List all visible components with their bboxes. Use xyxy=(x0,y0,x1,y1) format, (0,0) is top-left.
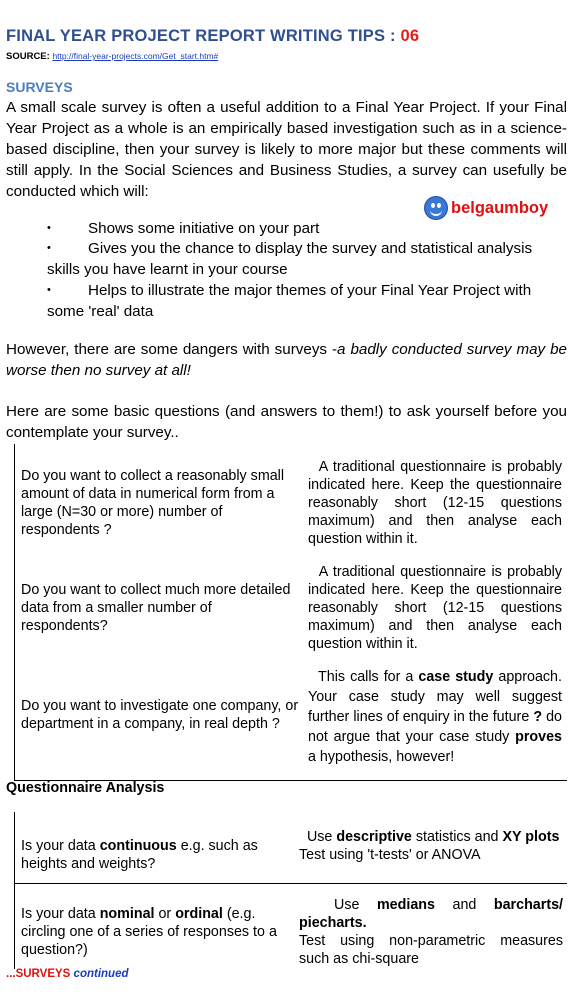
bullet-item: • Helps to illustrate the major themes of your Final Year Project with some 'real' data xyxy=(47,282,532,320)
bullet-item: • Shows some initiative on your part xyxy=(47,220,320,237)
table-answer: A traditional questionnaire is probably indicated here. Keep the questionnaire reasonably short (12-15 questions maximum) and then analyse each question within it. xyxy=(308,564,562,652)
continued-note: ...SURVEYS continued xyxy=(6,968,129,980)
table-question: Do you want to collect a reasonably small amount of data in numerical form from a large (N=30 or more) number of respondents ? xyxy=(21,468,285,538)
page-title: FINAL YEAR PROJECT REPORT WRITING TIPS : 06 xyxy=(6,27,420,45)
table-answer: A traditional questionnaire is probably indicated here. Keep the questionnaire reasonably short (12-15 questions maximum) and then analyse each question within it. xyxy=(308,459,562,547)
table-question: Do you want to collect much more detailed data from a smaller number of respondents? xyxy=(21,582,291,634)
bullet-item: • Gives you the chance to display the survey and statistical analysis skills you have learnt in your course xyxy=(47,240,533,278)
table2-row-divider xyxy=(14,883,567,884)
tip-number: 06 xyxy=(400,27,420,45)
table2-question: Is your data continuous e.g. such as heights and weights? xyxy=(21,838,258,872)
table2-answer: Use medians and barcharts/ piecharts. Test using non-parametric measures such as chi-square xyxy=(299,897,564,967)
intro-paragraph: A small scale survey is often a useful addition to a Final Year Project. If your Final Year Project as a whole is an empirically based investigation such as in a science-based discipline, then your survey is likely to more major but these comments will still apply. In the Social Sciences and Business Studies, a survey can usefully be conducted which will: xyxy=(6,99,567,200)
table2-answer: Use descriptive statistics and XY plots Test using 't-tests' or ANOVA xyxy=(299,829,560,863)
table2-question: Is your data nominal or ordinal (e.g. circling one of a series of responses to a question?) xyxy=(21,906,277,958)
section-heading: SURVEYS xyxy=(6,79,73,95)
source-line: SOURCE: http://final-year-projects.com/Get_start.htm# xyxy=(6,51,219,62)
source-link[interactable]: http://final-year-projects.com/Get_start.htm# xyxy=(52,51,219,61)
smiley-icon xyxy=(424,196,448,220)
table-answer: This calls for a case study approach. Your case study may well suggest further lines of enquiry in the future ? do not argue that your case study proves a hypothesis, however! xyxy=(308,669,562,765)
basic-questions-paragraph: Here are some basic questions (and answers to them!) to ask yourself before you contemplate your survey.. xyxy=(6,403,567,441)
table-border-left xyxy=(14,444,15,781)
watermark-logo: belgaumboy xyxy=(424,196,548,220)
table-question: Do you want to investigate one company, or department in a company, in real depth ? xyxy=(21,698,299,732)
danger-paragraph: However, there are some dangers with surveys -a badly conducted survey may be worse then no survey at all! xyxy=(6,341,567,379)
questionnaire-heading: Questionnaire Analysis xyxy=(6,780,165,796)
table2-border-left xyxy=(14,812,15,969)
